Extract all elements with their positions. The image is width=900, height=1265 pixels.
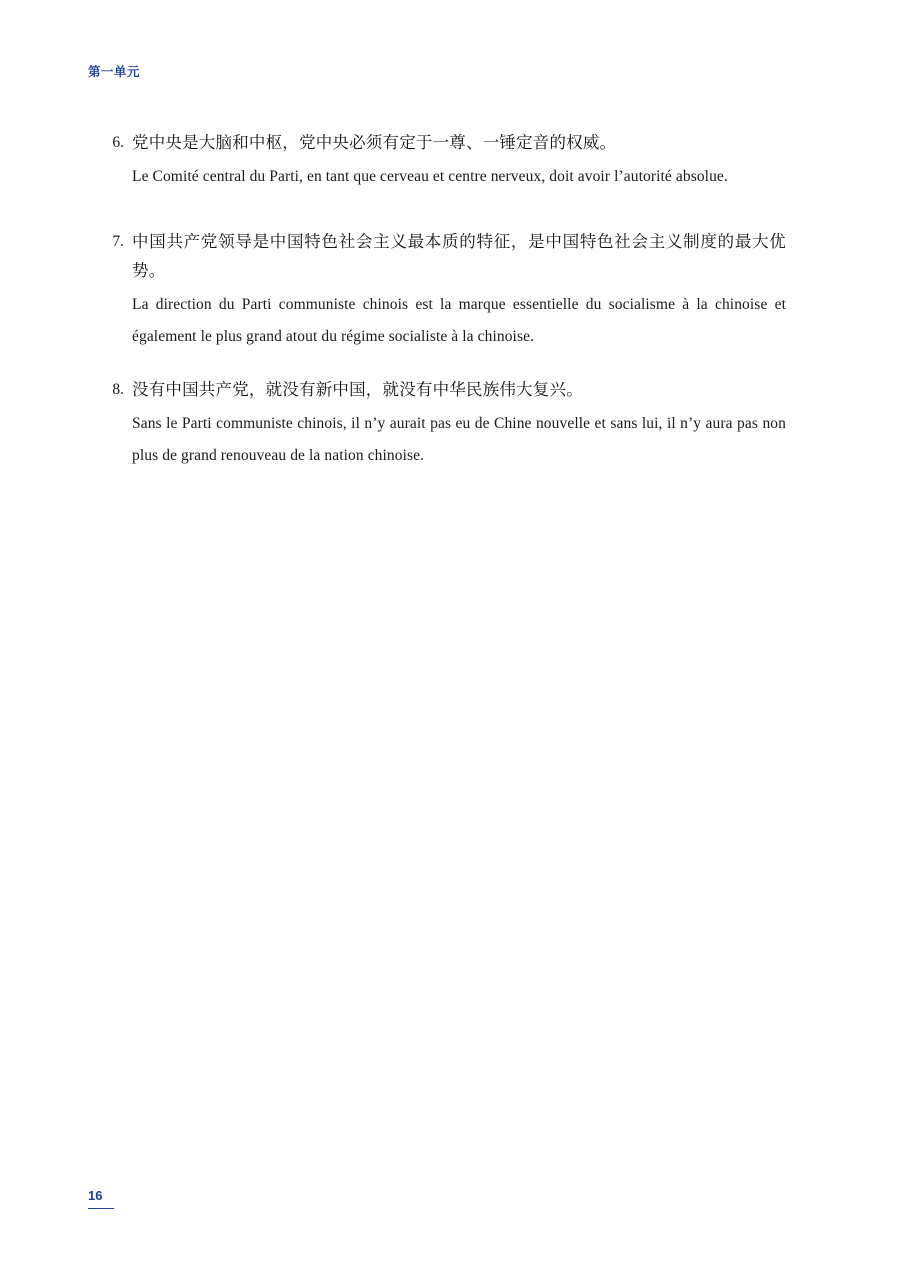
page-number: 16 [88, 1188, 103, 1203]
item-number: 7. [112, 233, 124, 250]
list-item [96, 375, 786, 472]
chinese-text: 中国共产党领导是中国特色社会主义最本质的特征，是中国特色社会主义制度的最大优势。 [132, 232, 786, 280]
french-text: Sans le Parti communiste chinois, il n’y aurait pas eu de Chine nouvelle et sans lui, il n’y aura pas non plus de grand renouveau de la nation chinoise. [132, 415, 786, 464]
item-body [132, 227, 786, 353]
chinese-text: 党中央是大脑和中枢，党中央必须有定于一尊、一锤定音的权威。 [132, 133, 617, 152]
item-body [132, 128, 786, 193]
list-item [96, 227, 786, 353]
running-head: 第一单元 [88, 65, 141, 79]
chinese-text: 没有中国共产党，就没有新中国，就没有中华民族伟大复兴。 [132, 380, 583, 399]
item-number: 6. [112, 134, 124, 151]
french-text: La direction du Parti communiste chinois est la marque essentielle du socialisme à la chinoise et également le plus grand atout du régime socialiste à la chinoise. [132, 296, 786, 345]
folio-rule [88, 1208, 114, 1210]
page-content [96, 128, 786, 472]
item-number: 8. [112, 381, 124, 398]
item-body [132, 375, 786, 472]
list-item [96, 128, 786, 193]
french-text: Le Comité central du Parti, en tant que cerveau et centre nerveux, doit avoir l’autorité absolue. [132, 168, 728, 185]
